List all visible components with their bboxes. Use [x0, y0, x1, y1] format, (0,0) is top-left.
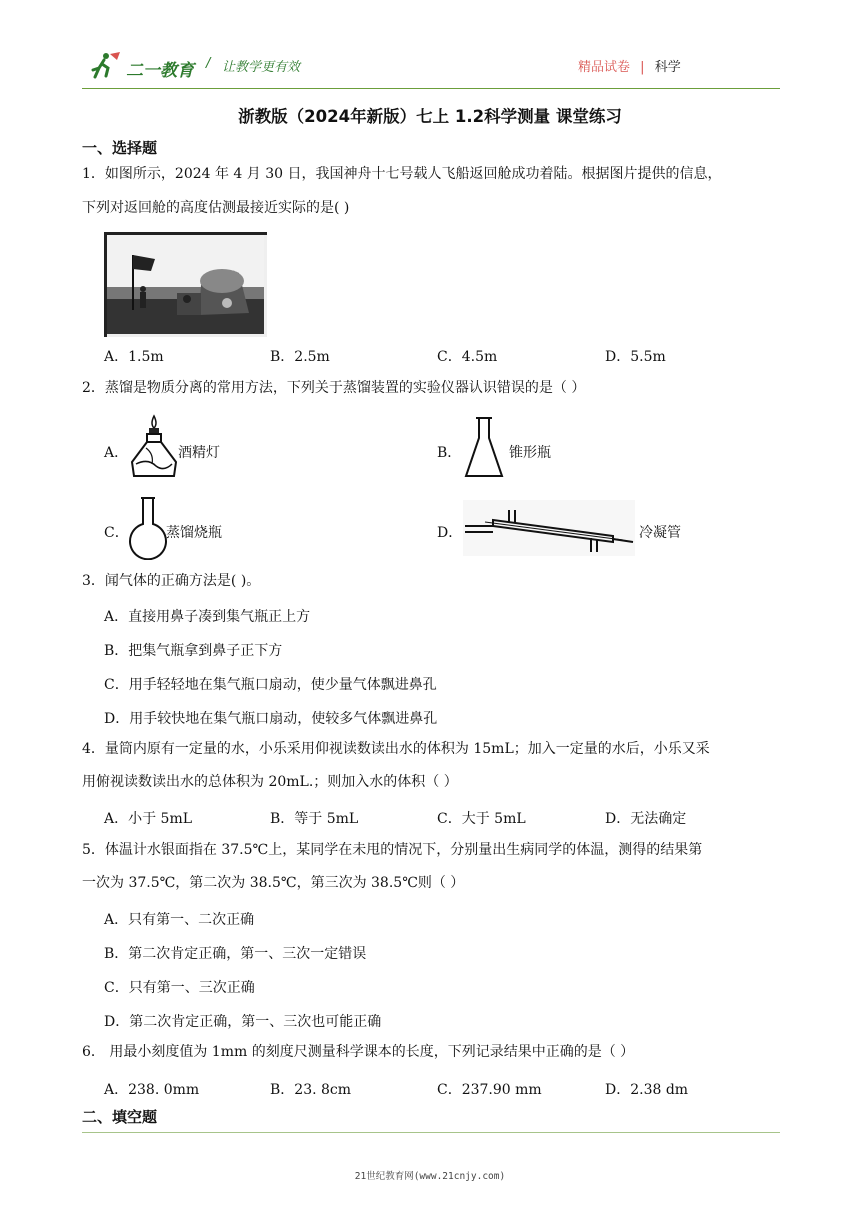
question-2-line-1: 2．蒸馏是物质分离的常用方法，下列关于蒸馏装置的实验仪器认识错误的是（ ） — [82, 380, 586, 396]
subject-label: 科学 — [654, 60, 681, 75]
q1-option-c[interactable]: C．4.5m — [437, 349, 498, 365]
page-title: 浙教版（2024年新版）七上 1.2科学测量 课堂练习 — [238, 107, 622, 126]
q3-option-c[interactable]: C．用手轻轻地在集气瓶口扇动，使少量气体飘进鼻孔 — [104, 677, 437, 693]
alcohol-lamp-icon — [128, 414, 180, 482]
q3-option-a[interactable]: A．直接用鼻子凑到集气瓶正上方 — [104, 609, 311, 625]
header-right — [578, 56, 681, 75]
question-5-line-2: 一次为 37.5℃，第二次为 38.5℃，第三次为 38.5℃则（ ） — [82, 875, 465, 891]
q2-option-b-letter: B． — [437, 445, 462, 461]
q4-option-d[interactable]: D．无法确定 — [605, 811, 687, 827]
q2-option-d-label: 冷凝管 — [639, 525, 681, 541]
q3-option-b[interactable]: B．把集气瓶拿到鼻子正下方 — [104, 643, 283, 659]
section-heading-choice: 一、选择题 — [82, 139, 158, 157]
distilling-flask-icon — [126, 494, 170, 560]
capsule-landing-image — [107, 235, 264, 334]
q1-option-b[interactable]: B．2.5m — [270, 349, 330, 365]
q5-option-b[interactable]: B．第二次肯定正确，第一、三次一定错误 — [104, 946, 367, 962]
q6-option-c[interactable]: C．237.90 mm — [437, 1082, 542, 1098]
section-heading-fill-in: 二、填空题 — [82, 1108, 158, 1126]
q3-option-d[interactable]: D．用手较快地在集气瓶口扇动，使较多气体飘进鼻孔 — [104, 711, 438, 727]
logo-text: 二一教育 — [126, 61, 194, 81]
q1-option-a[interactable]: A．1.5m — [104, 349, 164, 365]
q4-option-c[interactable]: C．大于 5mL — [437, 811, 526, 827]
runner-logo-icon — [90, 50, 124, 80]
q6-option-d[interactable]: D．2.38 dm — [605, 1082, 689, 1098]
slogan-divider: / — [206, 56, 211, 71]
logo — [90, 50, 210, 80]
question-4-line-2: 用俯视读数读出水的总体积为 20mL.；则加入水的体积（ ） — [82, 774, 458, 790]
question-5-line-1: 5．体温计水银面指在 37.5℃上，某同学在未甩的情况下，分别量出生病同学的体温，测得的结果第 — [82, 842, 703, 858]
question-1-line-2: 下列对返回舱的高度估测最接近实际的是( ) — [82, 200, 350, 216]
footer-rule — [82, 1132, 780, 1133]
premium-label: 精品试卷 — [578, 60, 631, 75]
q4-option-a[interactable]: A．小于 5mL — [104, 811, 193, 827]
q6-option-a[interactable]: A．238. 0mm — [104, 1082, 200, 1098]
question-4-line-1: 4．量筒内原有一定量的水，小乐采用仰视读数读出水的体积为 15mL；加入一定量的水后，小乐又采 — [82, 741, 710, 757]
q2-option-a-label: 酒精灯 — [178, 445, 220, 461]
q4-option-b[interactable]: B．等于 5mL — [270, 811, 359, 827]
slogan: 让教学更有效 — [222, 60, 301, 75]
q6-option-b[interactable]: B．23. 8cm — [270, 1082, 352, 1098]
q5-option-d[interactable]: D．第二次肯定正确，第一、三次也可能正确 — [104, 1014, 382, 1030]
question-3-line-1: 3．闻气体的正确方法是( )。 — [82, 573, 261, 589]
q2-option-b-label: 锥形瓶 — [509, 445, 551, 461]
conical-flask-icon — [463, 414, 505, 482]
footer-text: 21世纪教育网(www.21cnjy.com) — [354, 1171, 506, 1182]
header-separator: | — [640, 60, 645, 75]
q1-option-d[interactable]: D．5.5m — [605, 349, 666, 365]
question-1-line-1: 1．如图所示，2024 年 4 月 30 日，我国神舟十七号载人飞船返回舱成功着陆。根据图片提供的信息， — [82, 166, 722, 182]
q2-option-c-label: 蒸馏烧瓶 — [166, 525, 222, 541]
question-6-line-1: 6． 用最小刻度值为 1mm 的刻度尺测量科学课本的长度，下列记录结果中正确的是（ ） — [82, 1044, 635, 1060]
q5-option-c[interactable]: C．只有第一、三次正确 — [104, 980, 255, 996]
header-rule — [82, 88, 780, 89]
q5-option-a[interactable]: A．只有第一、二次正确 — [104, 912, 255, 928]
q2-option-d-letter: D． — [437, 525, 463, 541]
q2-option-a-letter: A． — [104, 445, 129, 461]
condenser-icon — [463, 500, 635, 556]
q2-option-c-letter: C． — [104, 525, 129, 541]
capsule-landing-photo — [104, 232, 267, 337]
